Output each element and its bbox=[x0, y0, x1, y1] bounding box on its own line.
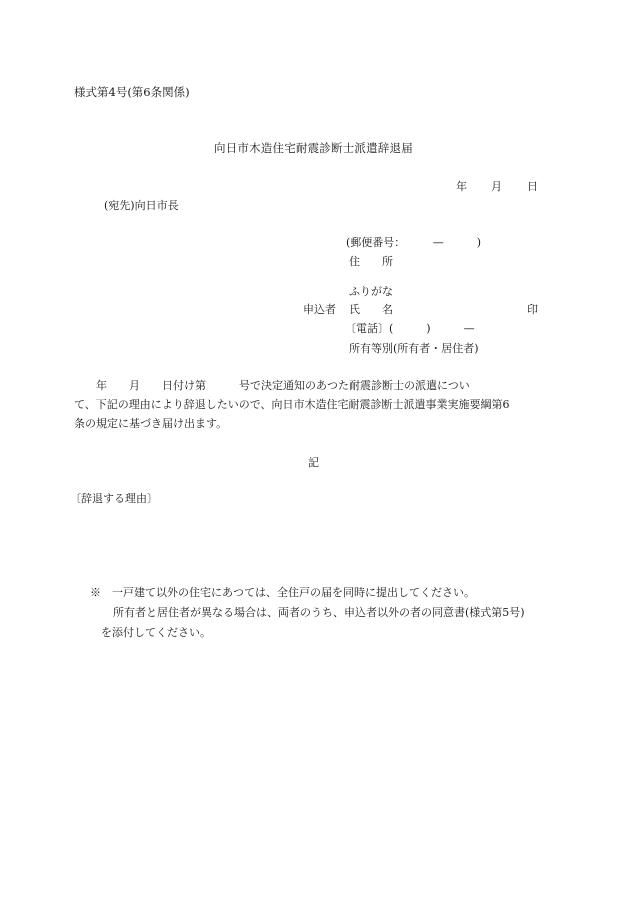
date-day-label: 日 bbox=[527, 180, 538, 193]
postal-code-field: (郵便番号： — ) bbox=[346, 236, 482, 249]
note-line: を添付してください。 bbox=[101, 626, 211, 639]
ki-heading: 記 bbox=[308, 456, 319, 469]
furigana-label: ふりがな bbox=[349, 285, 393, 298]
date-month-label: 月 bbox=[491, 180, 502, 193]
body-line: 条の規定に基づき届け出ます。 bbox=[74, 417, 228, 430]
note-line: 所有者と居住者が異なる場合は、両者のうち、申込者以外の者の同意書(様式第5号) bbox=[113, 606, 525, 619]
document-title: 向日市木造住宅耐震診断士派遣辞退届 bbox=[214, 141, 413, 155]
addressee: (宛先)向日市長 bbox=[104, 199, 179, 212]
body-line: 年 月 日付け第 号で決定通知のあつた耐震診断士の派遣につい bbox=[96, 379, 470, 392]
ownership-type: 所有等別(所有者・居住者) bbox=[349, 342, 479, 355]
applicant-label: 申込者 bbox=[303, 303, 336, 316]
phone-field: 〔電話〕( ) — bbox=[345, 322, 475, 335]
reason-label: 〔辞退する理由〕 bbox=[70, 492, 158, 505]
form-number: 様式第4号(第6条関係) bbox=[74, 85, 190, 99]
seal-mark: 印 bbox=[527, 303, 538, 316]
body-line: て、下記の理由により辞退したいので、向日市木造住宅耐震診断士派遣事業実施要綱第6 bbox=[74, 398, 510, 411]
date-year-label: 年 bbox=[456, 180, 467, 193]
name-label: 氏 名 bbox=[349, 303, 393, 316]
note-line: ※ 一戸建て以外の住宅にあつては、全住戸の届を同時に提出してください。 bbox=[90, 586, 475, 599]
address-label: 住 所 bbox=[349, 255, 393, 268]
